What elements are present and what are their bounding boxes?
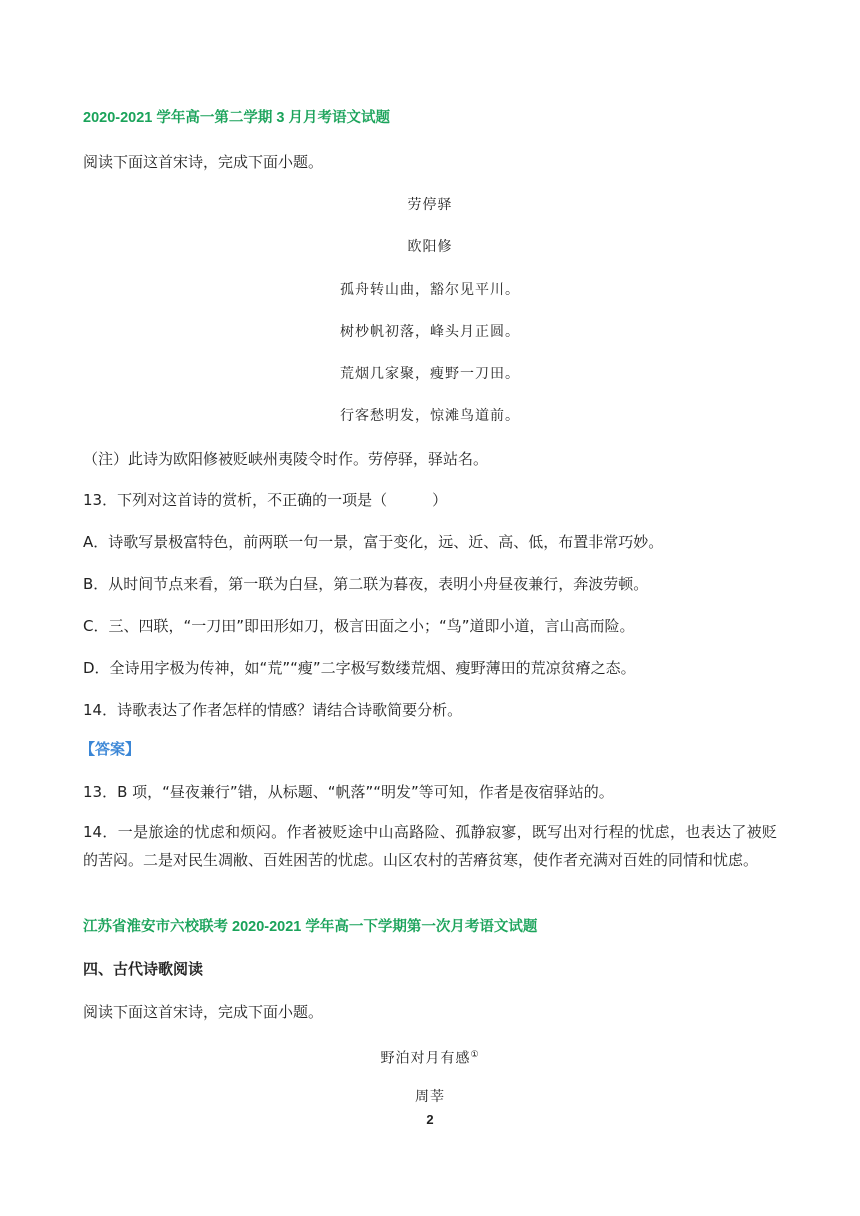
poem2-author: 周莘 [415,1089,445,1105]
question-14: 14．诗歌表达了作者怎样的情感？请结合诗歌简要分析。 [83,701,463,719]
poem-line: 孤舟转山曲，豁尔见平川。 [340,282,520,298]
poem-author: 欧阳修 [407,239,453,255]
poem2-title-footnote: ① [470,1050,480,1060]
option-b: B．从时间节点来看，第一联为白昼，第二联为暮夜，表明小舟昼夜兼行，奔波劳顿。 [83,575,649,593]
section1-intro: 阅读下面这首宋诗，完成下面小题。 [83,153,324,171]
poem-line: 行客愁明发，惊滩鸟道前。 [340,408,520,424]
answer-14: 14．一是旅途的忧虑和烦闷。作者被贬途中山高路险、孤静寂寥，既写出对行程的忧虑，也表达了被贬的苦闷。二是对民生凋敝、百姓困苦的忧虑。山区农村的苦瘠贫寒，使作者充满对百姓的同情和忧虑。 [83,823,777,869]
poem2-title-row [0,1045,860,1069]
option-c: C．三、四联，“一刀田”即田形如刀，极言田面之小；“鸟”道即小道，言山高而险。 [83,617,635,635]
section2-intro: 阅读下面这首宋诗，完成下面小题。 [83,1003,324,1021]
poem-line: 树杪帆初落，峰头月正圆。 [340,324,520,340]
poem-note: （注）此诗为欧阳修被贬峡州夷陵令时作。劳停驿，驿站名。 [83,450,489,468]
page-number: 2 [426,1112,434,1127]
option-d: D．全诗用字极为传神，如“荒”“瘦”二字极写数缕荒烟、瘦野薄田的荒凉贫瘠之态。 [83,659,636,677]
poem-title: 劳停驿 [407,197,453,213]
poem2-title: 野泊对月有感 [380,1050,471,1067]
question-13: 13．下列对这首诗的赏析，不正确的一项是（ ） [83,491,448,509]
answer-13: 13．B 项，“昼夜兼行”错，从标题、“帆落”“明发”等可知，作者是夜宿驿站的。 [83,783,614,801]
section2-title: 江苏省淮安市六校联考 2020-2021 学年高一下学期第一次月考语文试题 [83,919,538,935]
poem-line: 荒烟几家聚，瘦野一刀田。 [340,366,520,382]
part-heading: 四、古代诗歌阅读 [83,960,204,978]
section1-title: 2020-2021 学年高一第二学期 3 月月考语文试题 [83,110,390,126]
answer-tag: 【答案】 [80,740,141,758]
option-a: A．诗歌写景极富特色，前两联一句一景，富于变化，远、近、高、低，布置非常巧妙。 [83,533,664,551]
